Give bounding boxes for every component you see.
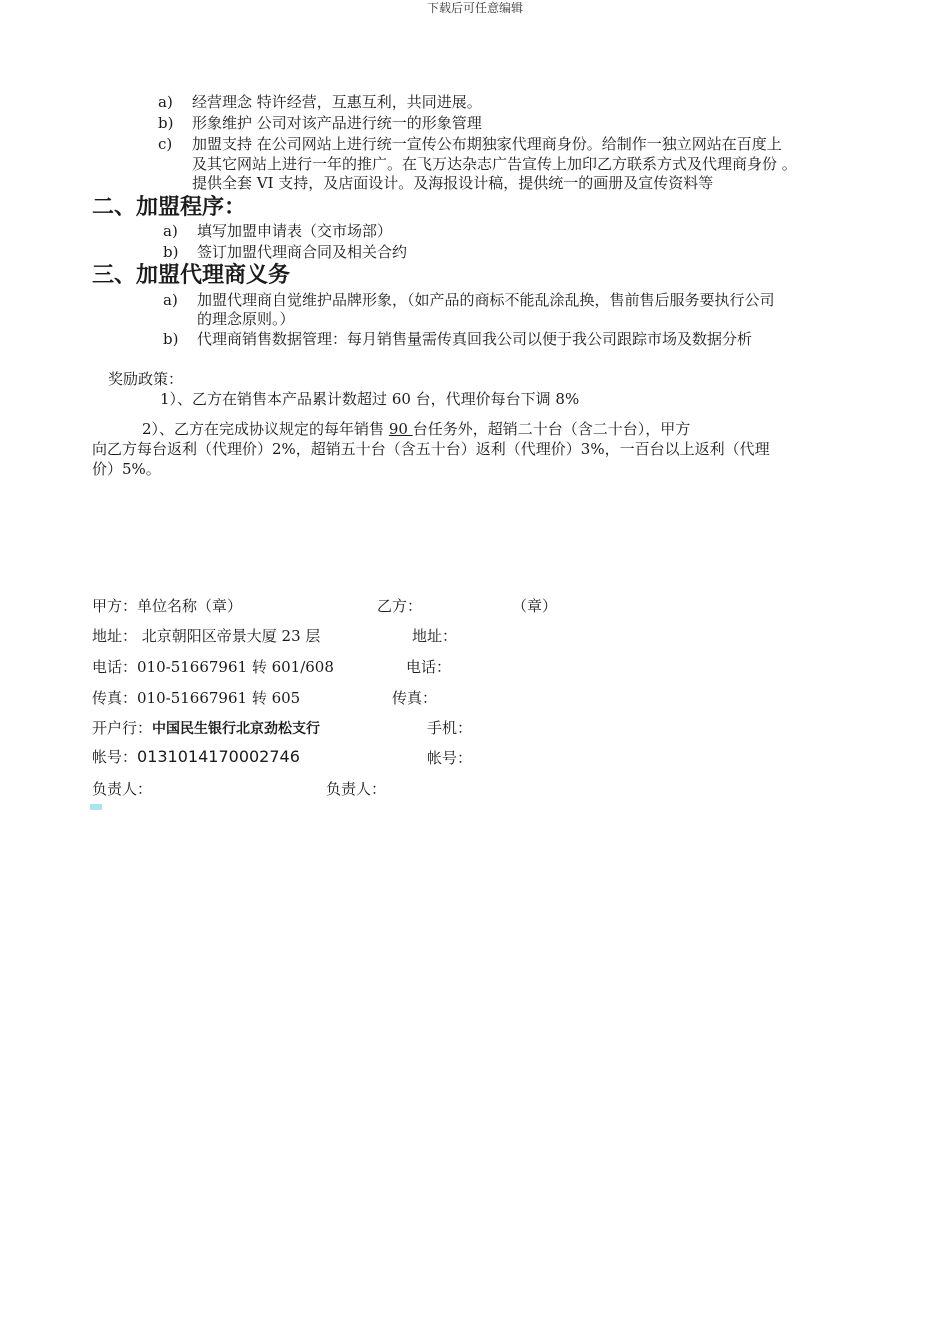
- list-marker: b): [158, 114, 174, 132]
- list-item-text: 填写加盟申请表（交市场部）: [197, 222, 393, 240]
- party-a-account-value: 0131014170002746: [137, 747, 300, 766]
- party-b-fax: 传真：: [392, 689, 438, 707]
- list-marker: a): [163, 291, 178, 309]
- party-b-name: 乙方：: [377, 597, 423, 615]
- list-item-text: 形象维护 公司对该产品进行统一的形象管理: [192, 114, 482, 132]
- party-a-account: [92, 747, 300, 767]
- party-a-account-label: 帐号：: [92, 748, 138, 766]
- list-item-text: 加盟支持 在公司网站上进行统一宣传公布期独家代理商身份。给制作一独立网站在百度上: [192, 135, 782, 153]
- incentive-item-2-post: 台任务外，超销二十台（含二十台），甲方: [412, 420, 691, 438]
- party-a-name: 甲方：单位名称（章）: [92, 597, 243, 615]
- list-marker: b): [163, 243, 179, 261]
- list-item-text: 及其它网站上进行一年的推广。在飞万达杂志广告宣传上加印乙方联系方式及代理商身份 。: [192, 155, 797, 173]
- list-marker: a): [163, 222, 178, 240]
- party-b-account: 帐号：: [427, 749, 473, 767]
- party-b-phone: 电话：: [406, 658, 452, 676]
- party-b-seal: （章）: [512, 597, 558, 615]
- list-item-text: 签订加盟代理商合同及相关合约: [197, 243, 408, 261]
- party-a-bank-label: 开户行：: [92, 719, 153, 737]
- list-marker: b): [163, 330, 179, 348]
- section3-heading: 三、加盟代理商义务: [92, 263, 291, 288]
- list-marker: c): [158, 135, 173, 153]
- incentive-title: 奖励政策：: [108, 370, 184, 388]
- party-a-fax: 传真：010-51667961 转 605: [92, 689, 301, 707]
- list-item-text: 的理念原则。）: [197, 310, 295, 328]
- list-item-text: 提供全套 VI 支持，及店面设计。及海报设计稿，提供统一的画册及宣传资料等: [192, 174, 714, 192]
- incentive-item-2-line3: 价）5%。: [92, 460, 161, 478]
- list-item-text: 加盟代理商自觉维护品牌形象，（如产品的商标不能乱涂乱换，售前售后服务要执行公司: [197, 291, 775, 309]
- text-cursor-highlight: [90, 804, 102, 810]
- incentive-sales-target: 90: [388, 420, 413, 438]
- incentive-item-2: [142, 419, 690, 439]
- list-item-text: 代理商销售数据管理：每月销售量需传真回我公司以便于我公司跟踪市场及数据分析: [197, 330, 753, 348]
- party-b-mobile: 手机：: [427, 719, 473, 737]
- incentive-item-2-line2: 向乙方每台返利（代理价）2%，超销五十台（含五十台）返利（代理价）3%，一百台以上返利（代理: [92, 440, 770, 458]
- incentive-item-2-pre: 2）、乙方在完成协议规定的每年销售: [142, 420, 389, 438]
- party-a-address: 地址： 北京朝阳区帝景大厦 23 层: [92, 627, 321, 645]
- party-b-person: 负责人：: [326, 780, 387, 798]
- party-a-bank: [92, 718, 320, 739]
- section2-heading: 二、加盟程序：: [92, 195, 247, 220]
- party-a-person: 负责人：: [92, 780, 153, 798]
- incentive-item-1: 1）、乙方在销售本产品累计数超过 60 台，代理价每台下调 8%: [160, 390, 580, 408]
- list-marker: a): [158, 93, 173, 111]
- party-a-phone: 电话：010-51667961 转 601/608: [92, 658, 334, 676]
- party-b-address: 地址：: [412, 627, 458, 645]
- list-item-text: 经营理念 特许经营，互惠互利，共同进展。: [192, 93, 482, 111]
- party-a-bank-value: 中国民生银行北京劲松支行: [152, 721, 321, 737]
- page-header: 下载后可任意编辑: [426, 1, 523, 15]
